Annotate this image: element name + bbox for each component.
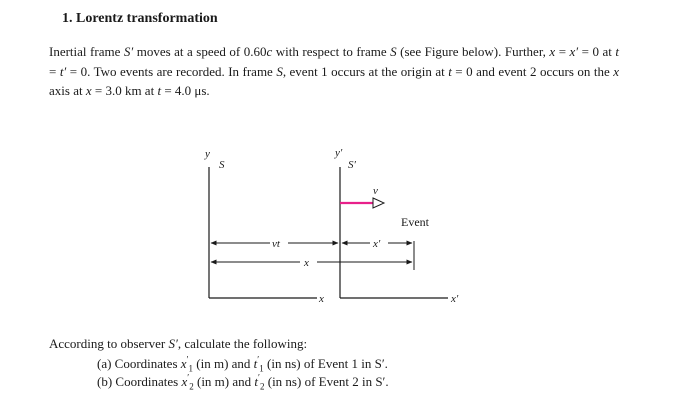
frame-sprime-label: S′	[348, 159, 356, 171]
frame-sprime-y-label: y′	[335, 147, 343, 159]
frame-s-y-label: y	[205, 148, 210, 160]
vt-label: vt	[272, 238, 280, 250]
frame-s-label: S	[219, 159, 225, 171]
x-dimension-label: x	[304, 257, 309, 269]
question-b: (b) Coordinates $x'_2$ (in m) and $t'_2$ (in ns) of Event 2 in S′.	[97, 372, 389, 392]
problem-heading: 1. Lorentz transformation	[62, 11, 218, 26]
question-intro: According to observer S′, calculate the following:	[49, 336, 308, 351]
event-label: Event	[401, 215, 429, 229]
velocity-label: v⃗	[373, 185, 387, 197]
frame-s-x-axis-label: x	[319, 293, 324, 305]
question-a: (a) Coordinates $x'_1$ (in m) and $t'_1$ (in ns) of Event 1 in S′.	[97, 354, 388, 374]
problem-statement: Inertial frame S′ moves at a speed of 0.60c with respect to frame S (see Figure below). Further, x = x′ = 0 at t = t′ = 0. Two events are recorded. In frame S, event 1 occurs at the origin at t = 0 and event 2 occurs on the x axis at x = 3.0 km at t = 4.0 μs.	[49, 44, 620, 98]
velocity-arrowhead	[373, 198, 384, 208]
xprime-dimension-label: x′	[373, 238, 381, 250]
frame-sprime-x-axis-label: x′	[451, 293, 459, 305]
